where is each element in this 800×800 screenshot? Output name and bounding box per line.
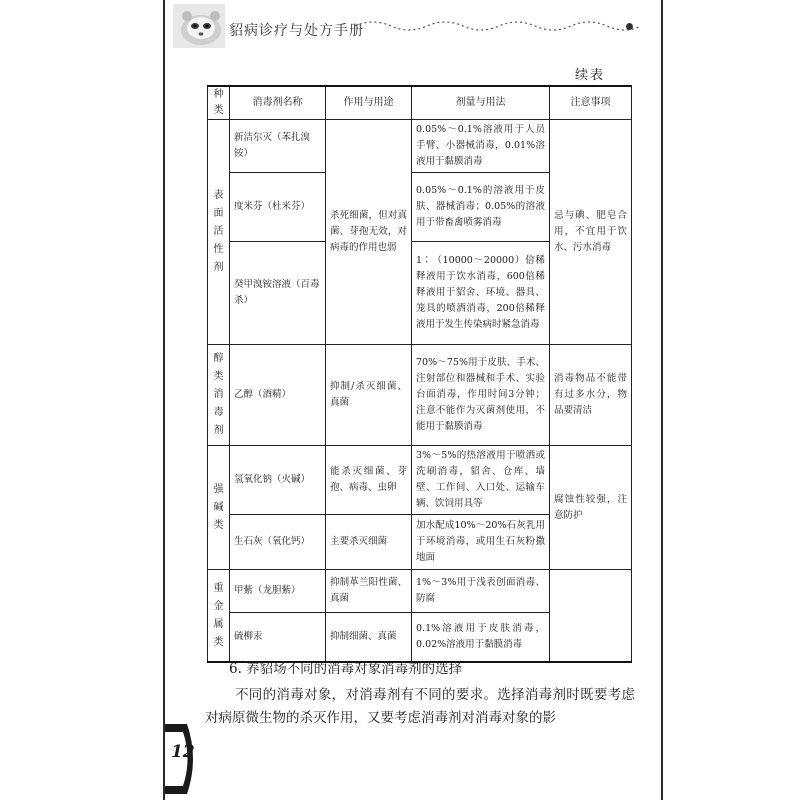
usage-cell: 主要杀灭细菌 xyxy=(326,515,412,570)
name-cell: 氢氧化钠（火碱） xyxy=(230,446,326,515)
dosage-cell: 3%～5%的热溶液用于喷洒或洗刷消毒，貂舍、仓库、墙壁、工作间、入口处、运输车辆、饮饲用具等 xyxy=(412,446,550,515)
name-cell: 癸甲溴铵溶液（百毒杀） xyxy=(230,242,326,345)
dosage-cell: 0.05%～0.1%的溶液用于皮肤、器械消毒；0.05%的溶液用于带畜禽喷雾消毒 xyxy=(412,173,550,242)
table-row xyxy=(208,446,632,515)
header-bullet xyxy=(626,23,633,30)
category-cell: 强 碱 类 xyxy=(208,446,230,570)
usage-cell: 杀死细菌，但对真菌、芽孢无效，对病毒的作用也弱 xyxy=(326,120,412,345)
table-header-row xyxy=(208,86,632,120)
header-wavy-divider xyxy=(355,18,641,34)
name-cell: 生石灰（氧化钙） xyxy=(230,515,326,570)
page-number: 12 xyxy=(171,742,195,762)
name-cell: 乙醇（酒精） xyxy=(230,345,326,446)
dosage-cell: 0.1%溶液用于皮肤消毒，0.02%溶液用于黏膜消毒 xyxy=(412,613,550,663)
notes-cell: 消毒物品不能带有过多水分，物品要清洁 xyxy=(550,345,632,446)
table-row xyxy=(208,345,632,446)
header-usage: 作用与用途 xyxy=(326,86,412,120)
section-heading: 6. 养貂场不同的消毒对象消毒剂的选择 xyxy=(229,661,463,677)
category-cell: 表 面 活 性 剂 xyxy=(208,120,230,345)
book-page xyxy=(163,0,663,800)
notes-cell: 腐蚀性较强，注意防护 xyxy=(550,446,632,570)
name-cell: 甲紫（龙胆紫） xyxy=(230,570,326,613)
category-cell: 重 金 属 类 xyxy=(208,570,230,663)
header-category: 种类 xyxy=(208,86,230,120)
dosage-cell: 加水配成10%～20%石灰乳用于环境消毒，或用生石灰粉撒地面 xyxy=(412,515,550,570)
continued-label: 续表 xyxy=(575,68,606,83)
header-notes: 注意事项 xyxy=(550,86,632,120)
usage-cell: 抑制革兰阳性菌、真菌 xyxy=(326,570,412,613)
name-cell: 度米芬（杜米芬） xyxy=(230,173,326,242)
header-dosage: 剂量与用法 xyxy=(412,86,550,120)
dosage-cell: 1%～3%用于浅表创面消毒、防腐 xyxy=(412,570,550,613)
ferret-photo-icon xyxy=(173,4,225,48)
usage-cell: 抑制/杀灭细菌、真菌 xyxy=(326,345,412,446)
book-header-title: 貂病诊疗与处方手册 xyxy=(229,23,364,39)
dosage-cell: 70%～75%用于皮肤、手术、注射部位和器械和手术、实验台面消毒，作用时间3分钟；注意不能作为灭菌剂使用，不能用于黏膜消毒 xyxy=(412,345,550,446)
table-row xyxy=(208,120,632,173)
disinfectant-table xyxy=(207,85,632,663)
notes-cell xyxy=(550,570,632,663)
usage-cell: 抑制细菌、真菌 xyxy=(326,613,412,663)
body-paragraph: 不同的消毒对象，对消毒剂有不同的要求。选择消毒剂时既要考虑对病原微生物的杀灭作用，又要考虑消毒剂对消毒对象的影 xyxy=(205,687,635,726)
usage-cell: 能杀灭细菌、芽孢、病毒、虫卵 xyxy=(326,446,412,515)
table-row xyxy=(208,570,632,613)
header-name: 消毒剂名称 xyxy=(230,86,326,120)
name-cell: 硫柳汞 xyxy=(230,613,326,663)
category-cell: 醇 类 消 毒 剂 xyxy=(208,345,230,446)
name-cell: 新洁尔灭（苯扎溴铵） xyxy=(230,120,326,173)
notes-cell: 忌与碘、肥皂合用，不宜用于饮水、污水消毒 xyxy=(550,120,632,345)
dosage-cell: 0.05%～0.1%溶液用于人员手臂、小器械消毒，0.01%溶液用于黏膜消毒 xyxy=(412,120,550,173)
dosage-cell: 1∶（10000～20000）倍稀释液用于饮水消毒，600倍稀释液用于貂舍、环境、器具、笼具的喷洒消毒，200倍稀释液用于发生传染病时紧急消毒 xyxy=(412,242,550,345)
